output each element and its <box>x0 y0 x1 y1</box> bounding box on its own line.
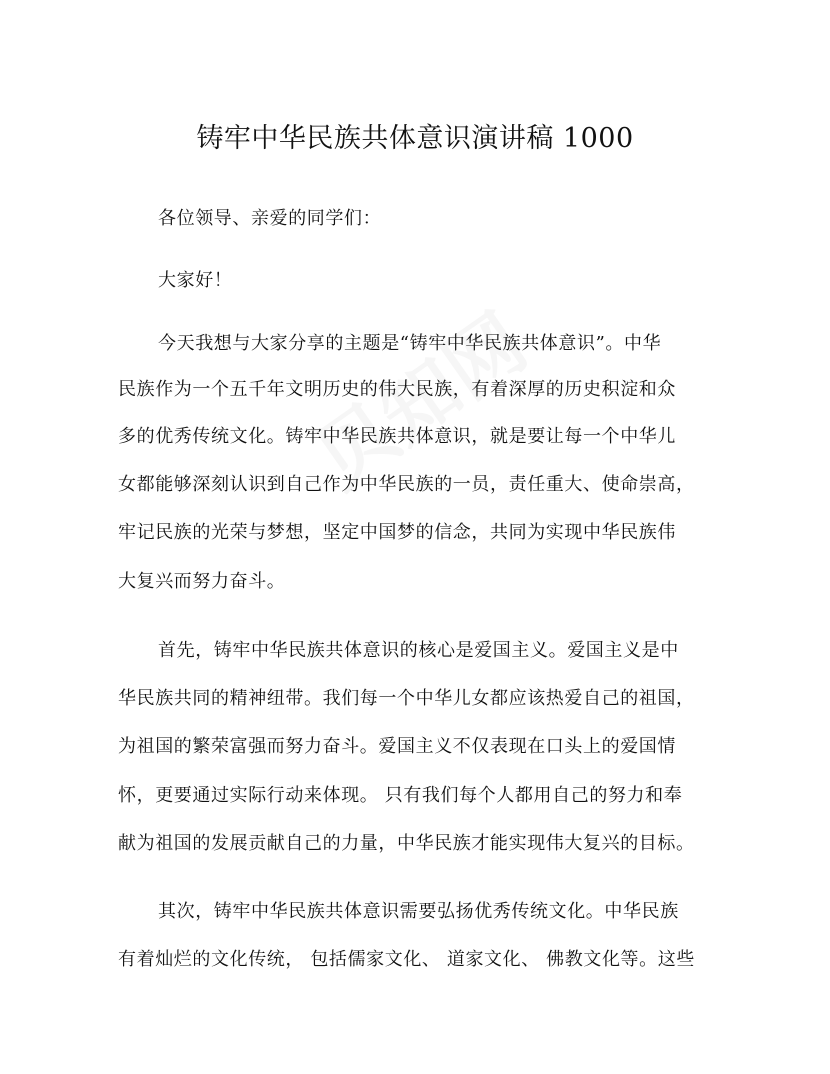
paragraph-2-line: 华民族共同的精神纽带。我们每一个中华儿女都应该热爱自己的祖国， <box>118 688 695 709</box>
paragraph-3-line: 其次，铸牢中华民族共体意识需要弘扬优秀传统文化。中华民族 <box>158 901 679 922</box>
paragraph-1-line: 民族作为一个五千年文明历史的伟大民族，有着深厚的历史积淀和众 <box>118 379 676 400</box>
paragraph-2-line: 献为祖国的发展贡献自己的力量，中华民族才能实现伟大复兴的目标。 <box>118 833 695 854</box>
paragraph-2-line: 首先，铸牢中华民族共体意识的核心是爱国主义。爱国主义是中 <box>158 640 679 661</box>
paragraph-1-line: 女都能够深刻认识到自己作为中华民族的一员，责任重大、使命崇高， <box>118 474 695 495</box>
paragraph-1-line: 今天我想与大家分享的主题是“铸牢中华民族共体意识”。中华 <box>158 333 662 354</box>
paragraph-2-line: 为祖国的繁荣富强而努力奋斗。爱国主义不仅表现在口头上的爱国情 <box>118 736 676 757</box>
paragraph-3-line: 有着灿烂的文化传统， 包括儒家文化、 道家文化、 佛教文化等。这些 <box>118 949 695 970</box>
greeting: 大家好！ <box>158 270 233 291</box>
salutation: 各位领导、亲爱的同学们： <box>158 208 382 229</box>
paragraph-1-line: 大复兴而努力奋斗。 <box>118 571 286 592</box>
paragraph-1-line: 多的优秀传统文化。铸牢中华民族共体意识，就是要让每一个中华儿 <box>118 426 676 447</box>
paragraph-2-line: 怀，更要通过实际行动来体现。 只有我们每个人都用自己的努力和奉 <box>118 785 683 806</box>
paragraph-1-line: 牢记民族的光荣与梦想，坚定中国梦的信念，共同为实现中华民族伟 <box>118 522 676 543</box>
page-title: 铸牢中华民族共体意识演讲稿 1000 <box>196 123 634 154</box>
